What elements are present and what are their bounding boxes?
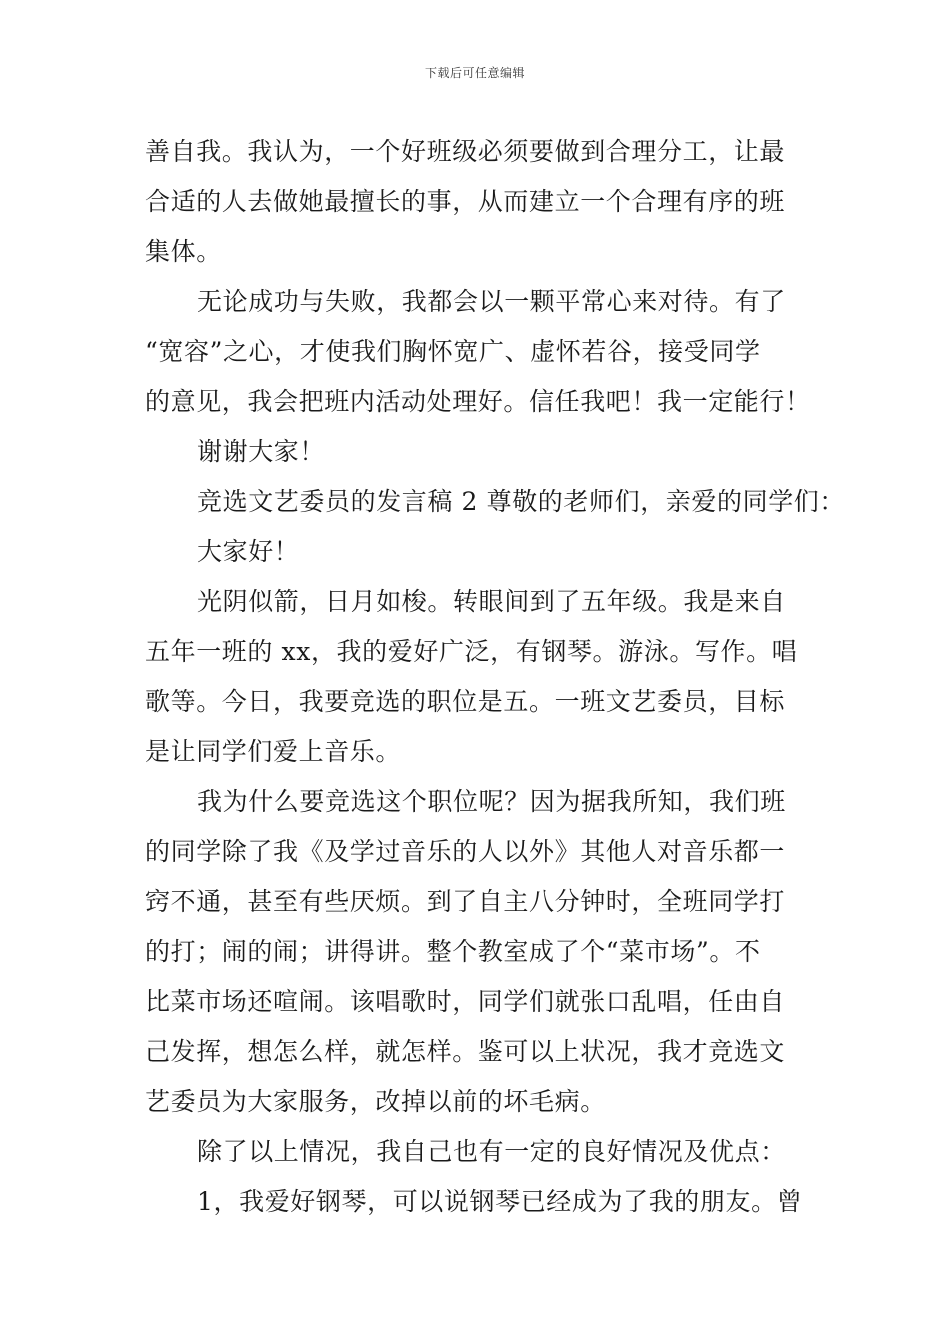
page-header: 下载后可任意编辑 bbox=[424, 66, 525, 80]
text-line: 1，我爱好钢琴，可以说钢琴已经成为了我的朋友。曾 bbox=[197, 1187, 803, 1216]
text-line: 窍不通，甚至有些厌烦。到了自主八分钟时，全班同学打 bbox=[145, 887, 786, 916]
text-line: “宽容”之心，才使我们胸怀宽广、虚怀若谷，接受同学 bbox=[145, 337, 761, 366]
text-line: 己发挥，想怎么样，就怎样。鉴可以上状况，我才竞选文 bbox=[145, 1037, 786, 1066]
text-line: 大家好！ bbox=[197, 537, 300, 566]
text-line: 的意见，我会把班内活动处理好。信任我吧！我一定能行！ bbox=[145, 387, 811, 416]
text-line: 集体。 bbox=[145, 237, 222, 266]
text-line: 比菜市场还喧闹。该唱歌时，同学们就张口乱唱，任由自 bbox=[145, 987, 786, 1016]
text-line: 光阴似箭，日月如梭。转眼间到了五年级。我是来自 bbox=[197, 587, 786, 616]
text-line: 艺委员为大家服务，改掉以前的坏毛病。 bbox=[145, 1087, 606, 1116]
document-body bbox=[145, 127, 846, 1227]
text-line: 五年一班的 xx，我的爱好广泛，有钢琴。游泳。写作。唱 bbox=[145, 637, 798, 666]
text-line: 善自我。我认为，一个好班级必须要做到合理分工，让最 bbox=[145, 137, 786, 166]
text-line: 竞选文艺委员的发言稿 2 尊敬的老师们，亲爱的同学们： bbox=[197, 487, 846, 516]
text-line: 歌等。今日，我要竞选的职位是五。一班文艺委员，目标 bbox=[145, 687, 786, 716]
text-line: 谢谢大家！ bbox=[197, 437, 326, 466]
text-line: 合适的人去做她最擅长的事，从而建立一个合理有序的班 bbox=[145, 187, 786, 216]
text-line: 我为什么要竞选这个职位呢？因为据我所知，我们班 bbox=[197, 787, 786, 816]
text-line: 无论成功与失败，我都会以一颗平常心来对待。有了 bbox=[197, 287, 786, 316]
text-line: 除了以上情况，我自己也有一定的良好情况及优点： bbox=[197, 1137, 786, 1166]
text-line: 的同学除了我《及学过音乐的人以外》其他人对音乐都一 bbox=[145, 837, 786, 866]
text-line: 的打；闹的闹；讲得讲。整个教室成了个“菜市场”。不 bbox=[145, 937, 761, 966]
text-line: 是让同学们爱上音乐。 bbox=[145, 737, 402, 766]
